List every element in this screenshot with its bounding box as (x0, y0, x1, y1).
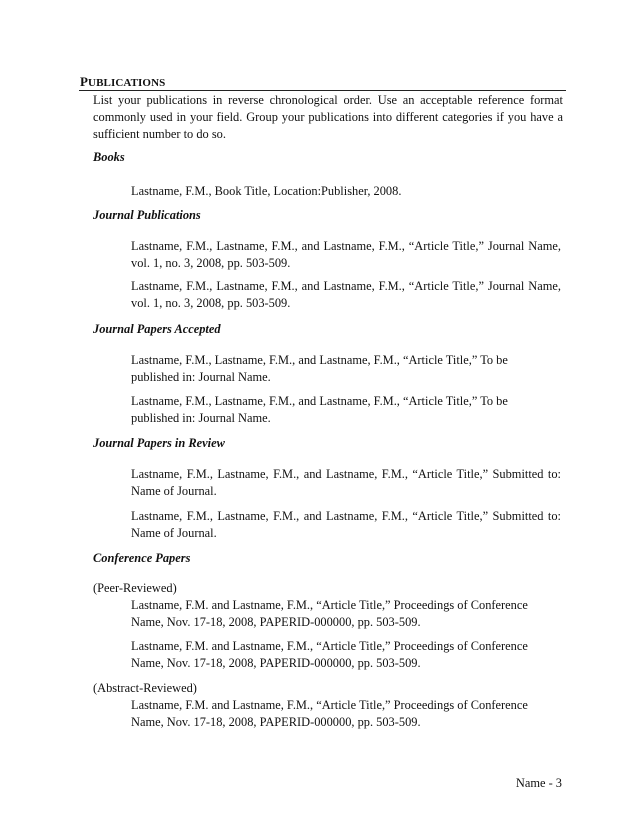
entry-line: Lastname, F.M., Lastname, F.M., and Lastname, F.M., “Article Title,” Submitted to: (131, 509, 561, 523)
publication-entry (131, 638, 561, 672)
entry-line: Lastname, F.M., Book Title, Location:Publisher, 2008. (131, 184, 402, 198)
entry-line: Lastname, F.M., Lastname, F.M., and Lastname, F.M., “Article Title,” To be (131, 353, 508, 367)
entry-line: Name, Nov. 17-18, 2008, PAPERID-000000, pp. 503-509. (131, 615, 421, 629)
page-footer: Name - 3 (515, 776, 562, 790)
entry-line: Name of Journal. (131, 526, 217, 540)
subsection-label-peer-reviewed: (Peer-Reviewed) (93, 581, 177, 595)
entry-line: vol. 1, no. 3, 2008, pp. 503-509. (131, 256, 291, 270)
section-title-journal-papers-in-review: Journal Papers in Review (93, 436, 225, 450)
entry-line: Lastname, F.M., Lastname, F.M., and Lastname, F.M., “Article Title,” Journal Name, (131, 279, 561, 293)
entry-line: Name of Journal. (131, 484, 217, 498)
entry-line: Lastname, F.M., Lastname, F.M., and Lastname, F.M., “Article Title,” To be (131, 394, 508, 408)
publication-entry (131, 183, 561, 200)
intro-line: commonly used in your field. Group your publications into different categories if you have a (93, 110, 563, 124)
publication-entry (131, 597, 561, 631)
entry-line: Name, Nov. 17-18, 2008, PAPERID-000000, pp. 503-509. (131, 656, 421, 670)
entry-line: published in: Journal Name. (131, 411, 271, 425)
entry-line: Lastname, F.M., Lastname, F.M., and Lastname, F.M., “Article Title,” Journal Name, (131, 239, 561, 253)
entry-line: vol. 1, no. 3, 2008, pp. 503-509. (131, 296, 291, 310)
section-title-conference-papers: Conference Papers (93, 551, 191, 565)
section-title-journal-publications: Journal Publications (93, 208, 201, 222)
intro-line: sufficient number to do so. (93, 127, 226, 141)
publication-entry (131, 466, 561, 500)
publication-entry (131, 278, 561, 312)
section-title-books: Books (93, 150, 125, 164)
publication-entry (131, 393, 561, 427)
publication-entry (131, 508, 561, 542)
entry-line: Lastname, F.M. and Lastname, F.M., “Article Title,” Proceedings of Conference (131, 698, 528, 712)
entry-line: Lastname, F.M., Lastname, F.M., and Lastname, F.M., “Article Title,” Submitted to: (131, 467, 561, 481)
entry-line: Lastname, F.M. and Lastname, F.M., “Article Title,” Proceedings of Conference (131, 639, 528, 653)
publication-entry (131, 238, 561, 272)
publication-entry (131, 352, 561, 386)
intro-line: List your publications in reverse chronological order. Use an acceptable reference format (93, 93, 563, 107)
subsection-label-abstract-reviewed: (Abstract-Reviewed) (93, 681, 197, 695)
entry-line: published in: Journal Name. (131, 370, 271, 384)
entry-line: Name, Nov. 17-18, 2008, PAPERID-000000, pp. 503-509. (131, 715, 421, 729)
section-heading: PUBLICATIONS (80, 74, 166, 89)
heading-rule (79, 90, 566, 91)
section-title-journal-papers-accepted: Journal Papers Accepted (93, 322, 221, 336)
publication-entry (131, 697, 561, 731)
entry-line: Lastname, F.M. and Lastname, F.M., “Article Title,” Proceedings of Conference (131, 598, 528, 612)
intro-paragraph (93, 92, 563, 143)
